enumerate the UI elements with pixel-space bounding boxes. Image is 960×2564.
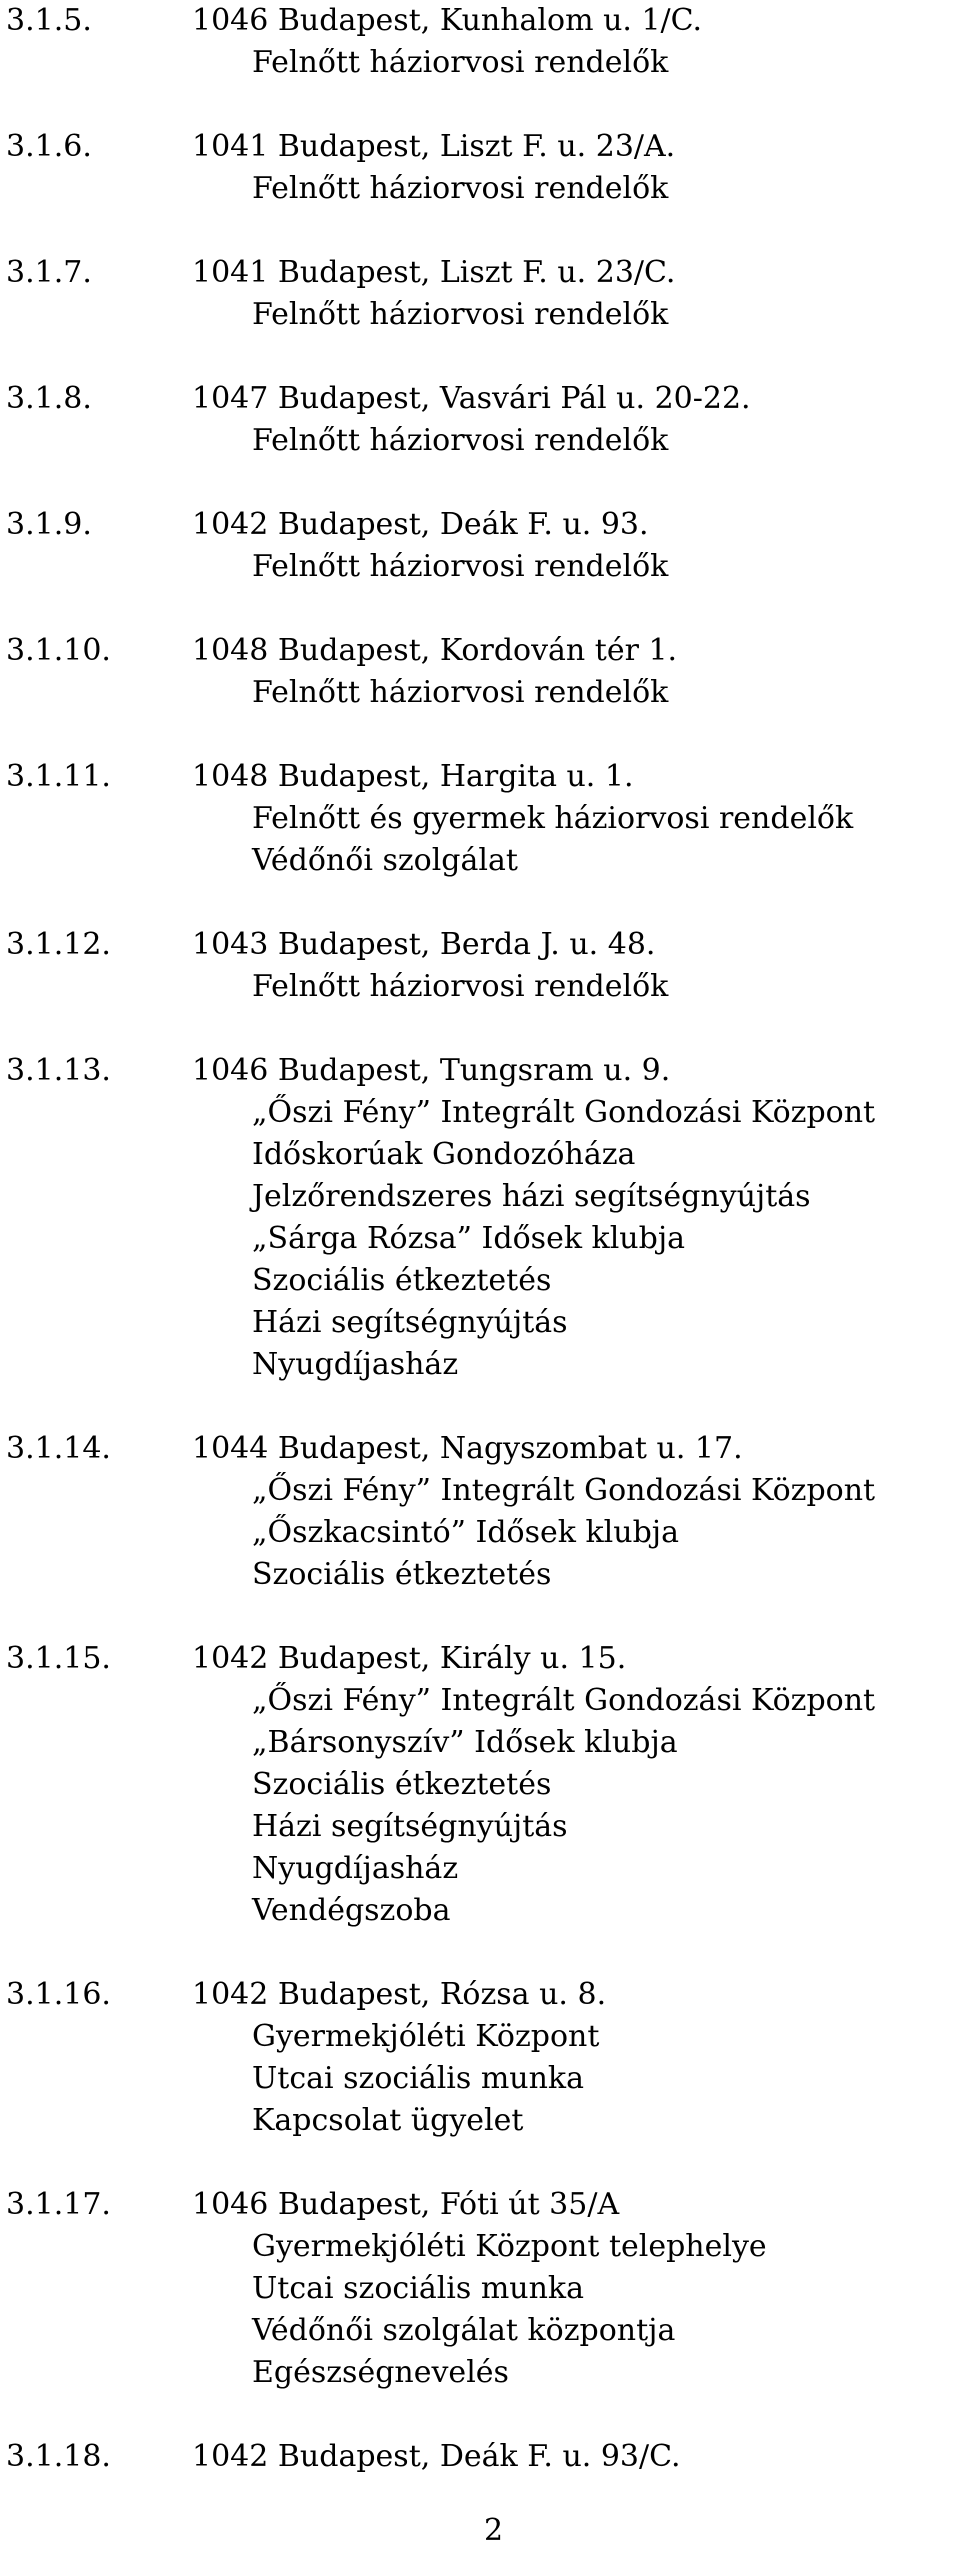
entry-service: „Őszi Fény” Integrált Gondozási Központ xyxy=(252,1683,876,1718)
list-entry xyxy=(6,756,956,882)
entry-address: 1046 Budapest, Tungsram u. 9. xyxy=(192,1053,671,1088)
entry-number: 3.1.12. xyxy=(6,927,111,962)
entry-service: „Őszi Fény” Integrált Gondozási Központ xyxy=(252,1473,876,1508)
entry-address: 1042 Budapest, Deák F. u. 93. xyxy=(192,507,649,542)
entry-address: 1048 Budapest, Kordován tér 1. xyxy=(192,633,678,668)
list-entry xyxy=(6,2184,956,2394)
entry-address: 1044 Budapest, Nagyszombat u. 17. xyxy=(192,1431,743,1466)
entry-number: 3.1.16. xyxy=(6,1977,111,2012)
entry-address: 1041 Budapest, Liszt F. u. 23/C. xyxy=(192,255,676,290)
entry-service: Szociális étkeztetés xyxy=(252,1557,552,1592)
entry-number: 3.1.6. xyxy=(6,129,92,164)
entry-address: 1046 Budapest, Fóti út 35/A xyxy=(192,2187,620,2222)
entry-service: Házi segítségnyújtás xyxy=(252,1809,568,1844)
entry-number: 3.1.18. xyxy=(6,2439,111,2474)
entry-service: Jelzőrendszeres házi segítségnyújtás xyxy=(252,1179,811,1214)
entry-number: 3.1.13. xyxy=(6,1053,111,1088)
entry-number: 3.1.11. xyxy=(6,759,111,794)
entry-service: Házi segítségnyújtás xyxy=(252,1305,568,1340)
entry-service: „Őszkacsintó” Idősek klubja xyxy=(252,1515,679,1550)
entry-number: 3.1.10. xyxy=(6,633,111,668)
entry-service: Felnőtt háziorvosi rendelők xyxy=(252,969,669,1004)
list-entry xyxy=(6,378,956,462)
entry-address: 1046 Budapest, Kunhalom u. 1/C. xyxy=(192,3,703,38)
entry-service: Szociális étkeztetés xyxy=(252,1263,552,1298)
list-entry xyxy=(6,2436,956,2478)
entry-number: 3.1.9. xyxy=(6,507,92,542)
entry-number: 3.1.5. xyxy=(6,3,92,38)
entry-address: 1042 Budapest, Király u. 15. xyxy=(192,1641,627,1676)
entry-service: Nyugdíjasház xyxy=(252,1347,459,1382)
entry-service: Időskorúak Gondozóháza xyxy=(252,1137,636,1172)
entry-service: Felnőtt és gyermek háziorvosi rendelők xyxy=(252,801,854,836)
entry-service: Kapcsolat ügyelet xyxy=(252,2103,524,2138)
entry-service: Védőnői szolgálat xyxy=(252,843,518,878)
entry-number: 3.1.15. xyxy=(6,1641,111,1676)
list-entry xyxy=(6,630,956,714)
list-entry xyxy=(6,924,956,1008)
entry-service: Utcai szociális munka xyxy=(252,2061,584,2096)
entry-service: Felnőtt háziorvosi rendelők xyxy=(252,45,669,80)
entry-service: Felnőtt háziorvosi rendelők xyxy=(252,297,669,332)
document-body xyxy=(6,0,956,2520)
entry-number: 3.1.14. xyxy=(6,1431,111,1466)
entry-service: Felnőtt háziorvosi rendelők xyxy=(252,423,669,458)
entry-number: 3.1.8. xyxy=(6,381,92,416)
list-entry xyxy=(6,1974,956,2142)
list-entry xyxy=(6,1050,956,1386)
entry-address: 1041 Budapest, Liszt F. u. 23/A. xyxy=(192,129,676,164)
entry-number: 3.1.7. xyxy=(6,255,92,290)
entry-service: Gyermekjóléti Központ xyxy=(252,2019,600,2054)
entry-address: 1047 Budapest, Vasvári Pál u. 20-22. xyxy=(192,381,751,416)
list-entry xyxy=(6,0,956,84)
entry-service: Utcai szociális munka xyxy=(252,2271,584,2306)
entry-address: 1043 Budapest, Berda J. u. 48. xyxy=(192,927,656,962)
list-entry xyxy=(6,1638,956,1932)
entry-address: 1048 Budapest, Hargita u. 1. xyxy=(192,759,634,794)
entry-service: „Bársonyszív” Idősek klubja xyxy=(252,1725,678,1760)
entry-service: „Sárga Rózsa” Idősek klubja xyxy=(252,1221,686,1256)
entry-service: Vendégszoba xyxy=(252,1893,451,1928)
entry-service: Felnőtt háziorvosi rendelők xyxy=(252,549,669,584)
entry-service: Egészségnevelés xyxy=(252,2355,509,2390)
list-entry xyxy=(6,504,956,588)
page-number: 2 xyxy=(484,2513,504,2548)
list-entry xyxy=(6,126,956,210)
entry-service: „Őszi Fény” Integrált Gondozási Központ xyxy=(252,1095,876,1130)
entry-service: Gyermekjóléti Központ telephelye xyxy=(252,2229,767,2264)
entry-number: 3.1.17. xyxy=(6,2187,111,2222)
entry-service: Felnőtt háziorvosi rendelők xyxy=(252,171,669,206)
entry-service: Szociális étkeztetés xyxy=(252,1767,552,1802)
list-entry xyxy=(6,1428,956,1596)
entry-address: 1042 Budapest, Deák F. u. 93/C. xyxy=(192,2439,681,2474)
list-entry xyxy=(6,252,956,336)
entry-service: Védőnői szolgálat központja xyxy=(252,2313,676,2348)
entry-address: 1042 Budapest, Rózsa u. 8. xyxy=(192,1977,607,2012)
entry-service: Nyugdíjasház xyxy=(252,1851,459,1886)
entry-service: Felnőtt háziorvosi rendelők xyxy=(252,675,669,710)
